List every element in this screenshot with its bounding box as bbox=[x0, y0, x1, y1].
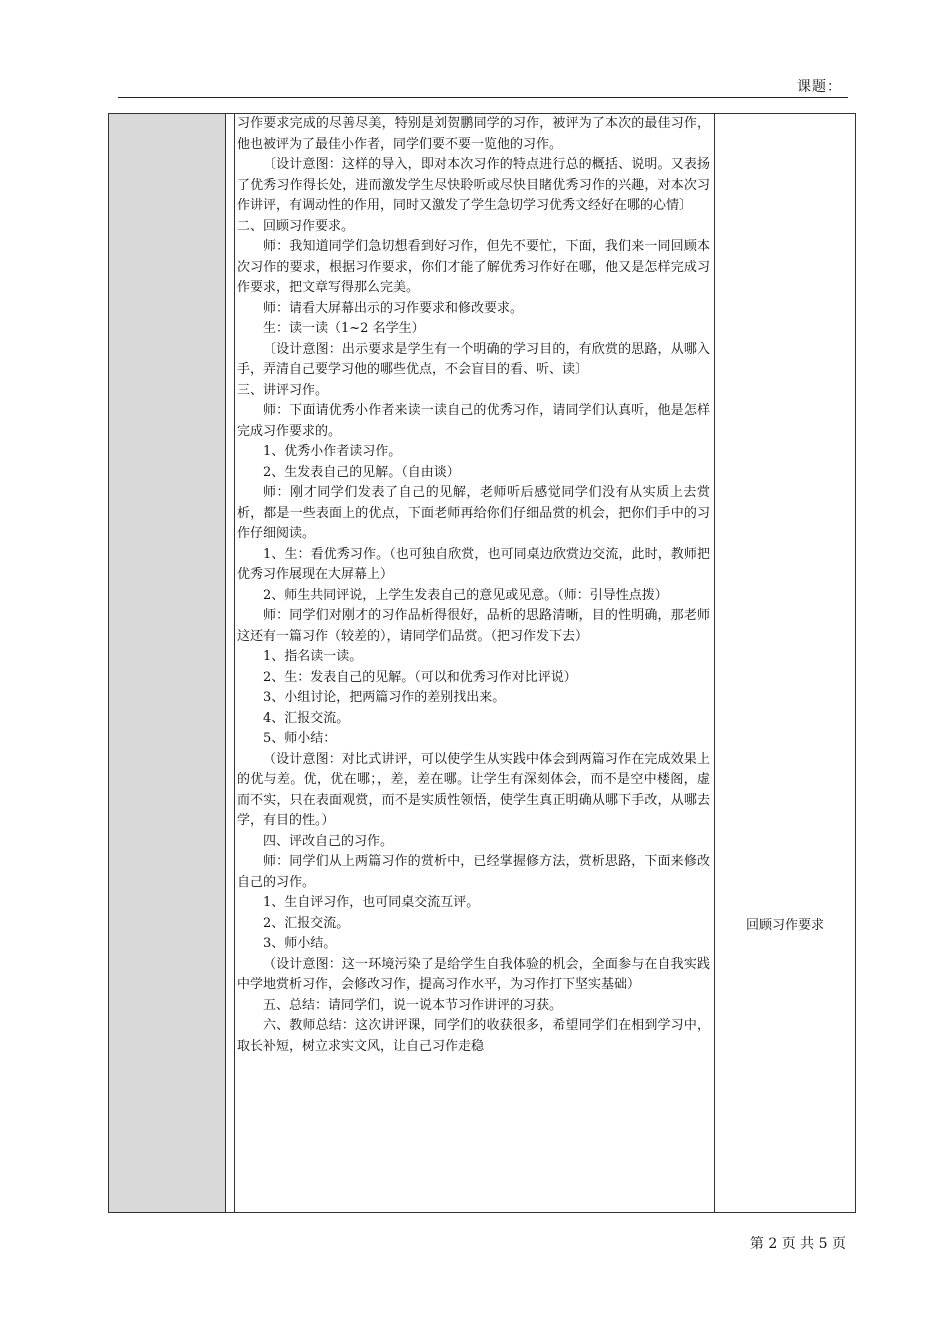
lesson-paragraph: 二、回顾习作要求。 bbox=[237, 218, 355, 234]
lesson-paragraph: 1、生自评习作，也可同桌交流互评。 bbox=[263, 895, 480, 910]
shaded-column bbox=[109, 114, 226, 1212]
lesson-paragraph: （设计意图：对比式讲评，可以使学生从实践中体会到两篇习作在完成效果上的优与差。优，优在哪；，差，差在哪。让学生有深刻体会，而不是空中楼阁，虚而不实，只在表面观赏，而不是实质性领悟，使学生真正明确从哪下手改，从哪去学，有目的性。） bbox=[237, 751, 710, 828]
lesson-paragraph: 六、教师总结：这次讲评课，同学们的收获很多，希望同学们在相到学习中，取长补短，树立求实文风，让自己习作走稳 bbox=[237, 1018, 710, 1054]
lesson-paragraph: 〔设计意图：这样的导入，即对本次习作的特点进行总的概括、说明。又表扬了优秀习作得长处，进而激发学生尽快聆听或尽快目睹优秀习作的兴趣，对本次习作讲评，有调动性的作用，同时又激发了学生急切学习优秀文经好在哪的心情〕 bbox=[237, 157, 710, 213]
lesson-paragraph: 师：刚才同学们发表了自己的见解，老师听后感觉同学们没有从实质上去赏析，都是一些表面上的优点，下面老师再给你们仔细品赏的机会，把你们手中的习作仔细阅读。 bbox=[237, 485, 710, 541]
lesson-paragraph: 三、讲评习作。 bbox=[237, 382, 329, 398]
lesson-paragraph: 2、师生共同评说，上学生发表自己的意见或见意。（师：引导性点拨） bbox=[263, 587, 668, 603]
lesson-paragraph: 师：下面请优秀小作者来读一读自己的优秀习作，请同学们认真听，他是怎样完成习作要求的。 bbox=[237, 403, 710, 439]
lesson-paragraph: 5、师小结： bbox=[263, 731, 337, 746]
lesson-paragraph: 师：同学们从上两篇习作的赏析中，已经掌握修方法，赏析思路，下面来修改自己的习作。 bbox=[237, 854, 710, 890]
lesson-paragraph: 2、汇报交流。 bbox=[263, 915, 350, 931]
lesson-paragraph: 〔设计意图：出示要求是学生有一个明确的学习目的，有欣赏的思路，从哪入手，弄清自己要学习他的哪些优点，不会盲目的看、听、读〕 bbox=[237, 341, 710, 377]
lesson-paragraph: 师：同学们对刚才的习作品析得很好，品析的思路清晰，目的性明确，那老师这还有一篇习作（较差的），请同学们品赏。（把习作发下去） bbox=[237, 608, 710, 644]
lesson-paragraph: 4、汇报交流。 bbox=[263, 710, 350, 726]
lesson-paragraph: 3、师小结。 bbox=[263, 936, 337, 951]
lesson-paragraph: 四、评改自己的习作。 bbox=[263, 833, 394, 849]
page-number: 第 2 页 共 5 页 bbox=[749, 1236, 846, 1252]
teaching-process-column bbox=[235, 114, 715, 1212]
lesson-paragraph: （设计意图：这一环境污染了是给学生自我体验的机会，全面参与在自我实践中学地赏析习作，会修改习作，提高习作水平，为习作打下坚实基础） bbox=[237, 956, 710, 992]
lesson-paragraph: 2、生发表自己的见解。（自由谈） bbox=[263, 464, 460, 480]
lesson-paragraph: 2、生：发表自己的见解。（可以和优秀习作对比评说） bbox=[263, 669, 577, 685]
lesson-plan-table bbox=[108, 113, 856, 1213]
lesson-paragraph: 师：我知道同学们急切想看到好习作，但先不要忙，下面，我们来一同回顾本次习作的要求，根据习作要求，你们才能了解优秀习作好在哪，他又是怎样完成习作要求，把文章写得那么完美。 bbox=[237, 239, 710, 295]
header-divider bbox=[118, 97, 848, 98]
lesson-paragraph: 五、总结：请同学们，说一说本节习作讲评的习获。 bbox=[263, 997, 563, 1013]
lesson-paragraph: 师：请看大屏幕出示的习作要求和修改要求。 bbox=[263, 300, 524, 316]
lesson-title-label: 课题： bbox=[797, 79, 842, 95]
lesson-paragraph: 1、优秀小作者读习作。 bbox=[263, 444, 402, 459]
lesson-paragraph: 1、生：看优秀习作。（也可独自欣赏，也可同桌边欣赏边交流，此时，教师把优秀习作展现在大屏幕上） bbox=[237, 546, 710, 582]
notes-cell-text: 回顾习作要求 bbox=[745, 918, 824, 933]
notes-column bbox=[715, 114, 855, 1212]
narrow-column bbox=[226, 114, 235, 1212]
lesson-paragraph: 3、小组讨论，把两篇习作的差别找出来。 bbox=[263, 690, 506, 705]
lesson-paragraph: 1、指名读一读。 bbox=[263, 649, 363, 664]
lesson-paragraph: 生：读一读（1~2 名学生） bbox=[263, 321, 425, 336]
lesson-paragraph: 习作要求完成的尽善尽美，特别是刘贺鹏同学的习作，被评为了本次的最佳习作，他也被评为了最佳小作者，同学们要不要一览他的习作。 bbox=[237, 116, 710, 152]
